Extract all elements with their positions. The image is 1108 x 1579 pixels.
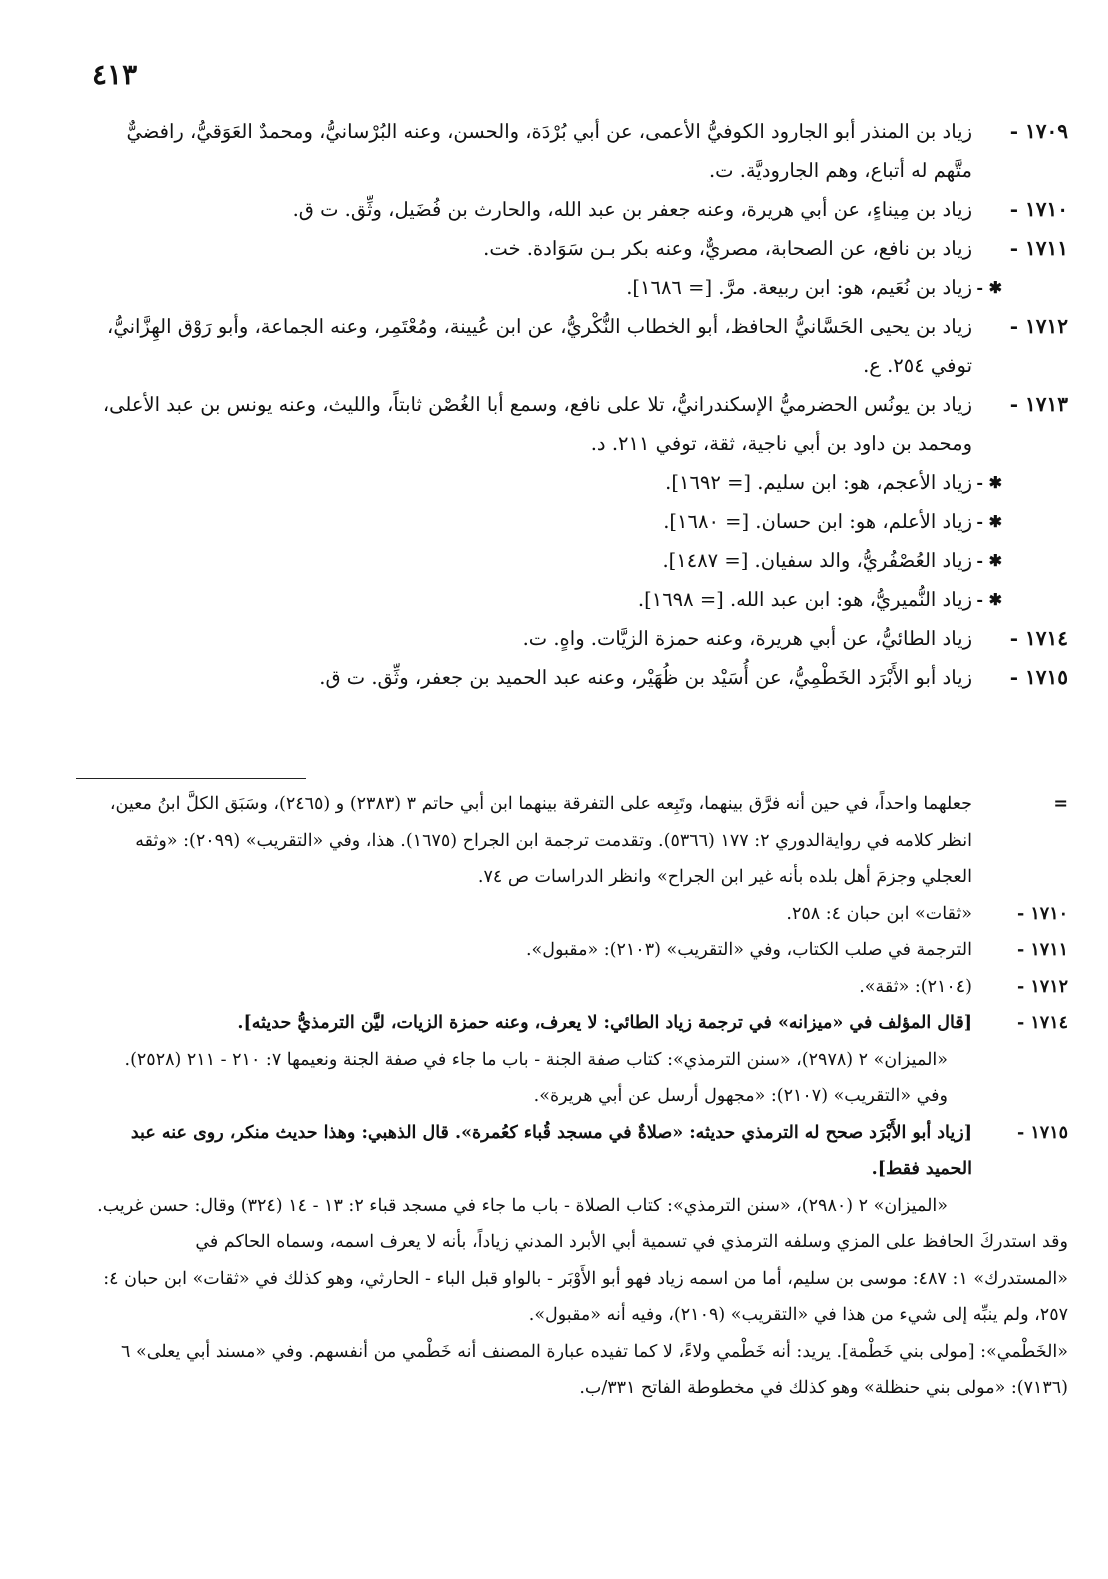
entry-1709 xyxy=(98,112,1068,190)
footnote xyxy=(96,969,1068,1006)
entry-text: زياد بن نُعَيم، هو: ابن ربيعة. مرَّ. [= ١٦٨٦]. xyxy=(626,276,972,299)
footnote-text: جعلهما واحداً، في حين أنه فرَّق بينهما، وتَبِعه على التفرقة بينهما ابن أبي حاتم ٣ (٢٣٨٣) و (٢٤٦٥)، وسَبَق الكلَّ ابنُ معين، انظر كلامه في روايةالدوري ٢: ١٧٧ (٥٣٦٦). وتقدمت ترجمة ابن الجراح (١٦٧٥). هذا، وفي «التقريب» (٢٠٩٩): «وثقه العجلي وجزمَ أهل بلده بأنه غير ابن الجراح» وانظر الدراسات ص ٧٤. xyxy=(109,794,972,887)
entry-number: ١٧١٠ - xyxy=(1009,197,1068,221)
entry-text: زياد الأعجم، هو: ابن سليم. [= ١٦٩٢]. xyxy=(665,471,972,494)
entry-text: زياد بن المنذر أبو الجارود الكوفيُّ الأعمى، عن أبي بُرْدَة، والحسن، وعنه البُرْسانيُّ، ومحمدٌ العَوَقيُّ، رافضيٌّ متَّهم له أتباع، وهم الجاروديَّة. ت. xyxy=(126,120,972,182)
entry-text: زياد بن نافع، عن الصحابة، مصريٌّ، وعنه بكر بـن سَوَادة. خت. xyxy=(483,237,972,260)
cross-reference xyxy=(98,541,1068,580)
footnote xyxy=(96,1224,1068,1334)
entry-1715 xyxy=(98,658,1068,697)
footnote xyxy=(96,1188,1068,1225)
star-icon: ✱ - xyxy=(976,590,1002,609)
footnote-text: [قال المؤلف في «ميزانه» في ترجمة زياد الطائي: لا يعرف، وعنه حمزة الزيات، ليَّن الترمذيُّ حديثه]. xyxy=(237,1013,972,1033)
footnote xyxy=(96,1005,1068,1042)
footnote-text: «ثقات» ابن حبان ٤: ٢٥٨. xyxy=(786,903,972,924)
entry-number: ١٧١١ - xyxy=(1009,236,1068,260)
footnote-text: [زياد أبو الأَبْرَد صحح له الترمذي حديثه: «صلاةٌ في مسجد قُباء كعُمرة». قال الذهبي: وهذا حديث منكر، روى عنه عبد الحميد فقط]. xyxy=(130,1122,972,1179)
entry-number: ١٧١٤ - xyxy=(1009,626,1068,650)
entry-text: زياد الطائيُّ، عن أبي هريرة، وعنه حمزة الزيَّات. واهٍ. ت. xyxy=(522,627,972,650)
footnote xyxy=(96,1334,1068,1407)
main-text xyxy=(98,112,1068,697)
entry-1711 xyxy=(98,229,1068,268)
entry-text: زياد أبو الأَبْرَد الخَطْمِيُّ، عن أُسَيْد بن ظُهَيْر، وعنه عبد الحميد بن جعفر، وثِّق. ت ق. xyxy=(319,666,972,689)
page-number: ٤١٣ xyxy=(92,58,138,91)
entry-text: زياد العُصْفُريُّ، والد سفيان. [= ١٤٨٧]. xyxy=(662,549,972,572)
entry-1713 xyxy=(98,385,1068,463)
footnote xyxy=(96,932,1068,969)
continuation-mark: = xyxy=(1053,794,1068,814)
star-icon: ✱ - xyxy=(976,512,1002,531)
entry-number: ١٧١٢ - xyxy=(1009,314,1068,338)
footnote xyxy=(96,1042,1068,1115)
cross-reference xyxy=(98,268,1068,307)
entry-text: زياد بن مِيناءٍ، عن أبي هريرة، وعنه جعفر بن عبد الله، والحارث بن فُضَيل، وثِّق. ت ق. xyxy=(292,198,972,221)
footnote-separator xyxy=(76,778,306,779)
footnote xyxy=(96,1115,1068,1188)
cross-reference xyxy=(98,580,1068,619)
footnote-number: ١٧١٥ - xyxy=(1017,1122,1068,1143)
star-icon: ✱ - xyxy=(976,278,1002,297)
entry-1712 xyxy=(98,307,1068,385)
footnote-text: (٢١٠٤): «ثقة». xyxy=(859,976,972,997)
footnote-number: ١٧١١ - xyxy=(1017,940,1068,960)
entry-text: زياد بن يونُس الحضرميُّ الإسكندرانيُّ، تلا على نافع، وسمع أبا الغُصْن ثابتاً، والليث، وعنه يونس بن عبد الأعلى، ومحمد بن داود بن أبي ناجية، ثقة، توفي ٢١١. د. xyxy=(102,393,972,455)
footnote-text: «الميزان» ٢ (٢٩٨٠)، «سنن الترمذي»: كتاب الصلاة - باب ما جاء في مسجد قباء ٢: ١٣ - ١٤ (٣٢٤) وقال: حسن غريب. xyxy=(97,1195,948,1216)
cross-reference xyxy=(98,463,1068,502)
cross-reference xyxy=(98,502,1068,541)
footnotes xyxy=(96,786,1068,1407)
footnote-text: الترجمة في صلب الكتاب، وفي «التقريب» (٢١٠٣): «مقبول». xyxy=(525,940,972,960)
entry-number: ١٧١٥ - xyxy=(1009,665,1068,689)
footnote-number: ١٧١٤ - xyxy=(1017,1013,1068,1033)
footnote-number: ١٧١٢ - xyxy=(1017,976,1068,997)
entry-1710 xyxy=(98,190,1068,229)
footnote-text: وقد استدركَ الحافظ على المزي وسلفه الترمذي في تسمية أبي الأبرد المدني زياداً، بأنه لا يعرف اسمه، وسماه الحاكم في «المستدرك» ١: ٤٨٧: موسى بن سليم، أما من اسمه زياد فهو أبو الأَوْبَر - بالواو قبل الباء - الحارثي، وهو كذلك في «ثقات» ابن حبان ٤: ٢٥٧، ولم ينبِّه إلى شيء من هذا في «التقريب» (٢١٠٩)، وفيه أنه «مقبول». xyxy=(103,1232,1068,1325)
footnote-number: ١٧١٠ - xyxy=(1017,903,1068,924)
entry-number: ١٧١٣ - xyxy=(1009,392,1068,416)
entry-text: زياد الأعلم، هو: ابن حسان. [= ١٦٨٠]. xyxy=(663,510,972,533)
entry-text: زياد بن يحيى الحَسَّانيُّ الحافظ، أبو الخطاب النُّكْريُّ، عن ابن عُيينة، ومُعْتَمِر، وعنه الجماعة، وأبو رَوْق الهِزَّانيُّ، توفي ٢٥٤. ع. xyxy=(107,315,972,377)
footnote-text: «الميزان» ٢ (٢٩٧٨)، «سنن الترمذي»: كتاب صفة الجنة - باب ما جاء في صفة الجنة ونعيمها ٧: ٢١٠ - ٢١١ (٢٥٢٨). وفي «التقريب» (٢١٠٧): «مجهول أرسل عن أبي هريرة». xyxy=(124,1049,948,1106)
footnote xyxy=(96,896,1068,933)
entry-text: زياد النُّميريُّ، هو: ابن عبد الله. [= ١٦٩٨]. xyxy=(637,588,972,611)
star-icon: ✱ - xyxy=(976,473,1002,492)
entry-number: ١٧٠٩ - xyxy=(1009,119,1068,143)
footnote-text: «الخَطْمي»: [مولى بني خَطْمة]. يريد: أنه خَطْمي ولاءً، لا كما تفيده عبارة المصنف أنه خَطْمي من أنفسهم. وفي «مسند أبي يعلى» ٦ (٧١٣٦): «مولى بني حنظلة» وهو كذلك في مخطوطة الفاتح ٣٣١/ب. xyxy=(121,1341,1068,1398)
footnote xyxy=(96,786,1068,896)
star-icon: ✱ - xyxy=(976,551,1002,570)
entry-1714 xyxy=(98,619,1068,658)
